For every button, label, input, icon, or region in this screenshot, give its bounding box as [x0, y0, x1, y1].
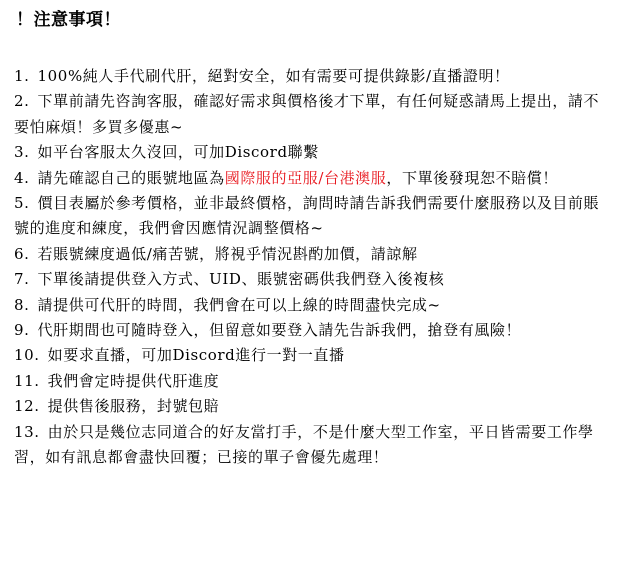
- item-number: 11.: [14, 371, 40, 390]
- notice-title: ！注意事項！: [16, 10, 121, 30]
- notice-document: [14, 6, 612, 471]
- item-number: 6.: [14, 244, 30, 263]
- list-item: [14, 318, 612, 343]
- item-text: 如要求直播，可加Discord進行一對一直播: [47, 346, 345, 365]
- list-item: [14, 420, 612, 471]
- item-text: 請提供可代肝的時間，我們會在可以上線的時間盡快完成~: [37, 295, 441, 314]
- item-number: 10.: [14, 346, 40, 365]
- item-number: 4.: [14, 168, 30, 187]
- item-text: 請先確認自己的賬號地區為: [37, 168, 225, 187]
- item-text: 提供售後服務，封號包賠: [47, 397, 220, 416]
- region-highlight: 國際服的亞服/台港澳服: [224, 168, 387, 187]
- item-number: 7.: [14, 270, 30, 289]
- list-item: [14, 394, 612, 419]
- item-text-after: ，下單後發現恕不賠償！: [386, 168, 558, 187]
- item-number: 9.: [14, 321, 30, 340]
- list-item: [14, 267, 612, 292]
- item-text: 如平台客服太久沒回，可加Discord聯繫: [37, 143, 319, 162]
- item-text: 下單前請先咨詢客服，確認好需求與價格後才下單，有任何疑惑請馬上提出，請不要怕麻煩！多買多優惠~: [14, 92, 600, 136]
- item-text: 代肝期間也可隨時登入，但留意如要登入請先告訴我們，搶登有風險！: [37, 321, 522, 340]
- item-number: 3.: [14, 143, 30, 162]
- item-text: 若賬號練度過低/痛苦號，將視乎情況斟酌加價，請諒解: [37, 244, 418, 263]
- item-text: 下單後請提供登入方式、UID、賬號密碼供我們登入後複核: [37, 270, 445, 289]
- item-text: 100%純人手代刷代肝，絕對安全，如有需要可提供錄影/直播證明！: [37, 67, 510, 85]
- item-number: 2.: [14, 92, 30, 111]
- list-item: [14, 166, 612, 191]
- item-text: 價目表屬於參考價格，並非最終價格，詢問時請告訴我們需要什麼服務以及目前賬號的進度和練度，我們會因應情況調整價格~: [14, 194, 600, 238]
- list-item: [14, 64, 612, 89]
- item-number: 5.: [14, 194, 30, 213]
- notice-list: [14, 64, 612, 471]
- list-item: [14, 343, 612, 368]
- list-item: [14, 191, 612, 242]
- item-number: 8.: [14, 295, 30, 314]
- item-number: 1.: [14, 67, 30, 85]
- list-item: [14, 293, 612, 318]
- list-item: [14, 140, 612, 165]
- item-number: 12.: [14, 397, 40, 416]
- list-item: [14, 369, 612, 394]
- list-item: [14, 242, 612, 267]
- item-text: 由於只是幾位志同道合的好友當打手，不是什麼大型工作室，平日皆需要工作學習，如有訊息都會盡快回覆；已接的單子會優先處理！: [14, 422, 594, 467]
- item-text: 我們會定時提供代肝進度: [47, 371, 220, 390]
- list-item: [14, 89, 612, 140]
- item-number: 13.: [14, 422, 40, 441]
